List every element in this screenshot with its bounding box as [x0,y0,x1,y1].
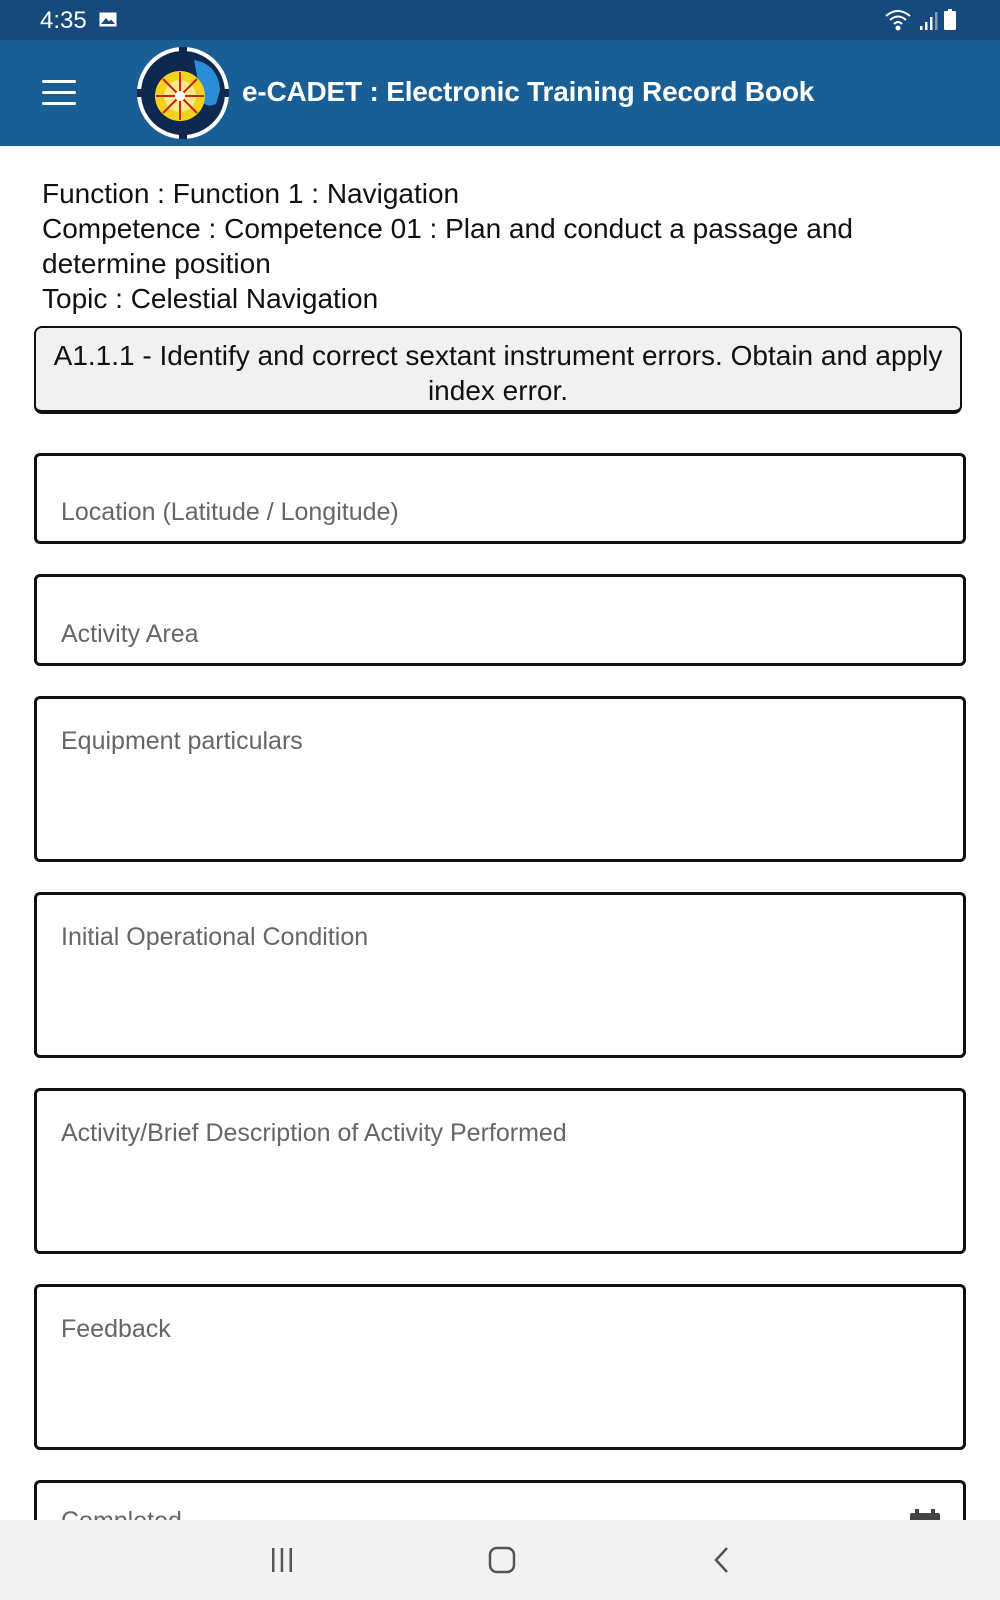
equipment-input[interactable] [37,699,963,859]
initial-condition-input[interactable] [37,895,963,1055]
back-icon [712,1546,732,1574]
image-notification-icon [99,12,117,27]
activity-description-input[interactable] [37,1091,963,1251]
function-label: Function : Function 1 : Navigation [42,178,460,209]
battery-icon [944,9,956,30]
activity-area-input[interactable] [37,577,963,663]
equipment-field[interactable] [34,696,966,862]
app-bar [0,40,1000,146]
recent-apps-icon [269,1547,295,1573]
location-field[interactable] [34,453,966,544]
status-bar [0,0,1000,40]
app-title: e-CADET : Electronic Training Record Book [242,76,815,107]
status-icons [884,8,962,32]
home-icon [488,1546,516,1574]
competence-label: Competence : Competence 01 : Plan and conduct a passage and determine position [42,213,853,279]
initial-condition-field[interactable] [34,892,966,1058]
signal-icon [920,12,938,30]
record-info [42,176,962,316]
home-button[interactable] [462,1520,542,1600]
activity-area-field[interactable] [34,574,966,666]
back-button[interactable] [682,1520,762,1600]
wifi-icon [886,11,910,30]
menu-icon[interactable] [42,80,76,106]
location-input[interactable] [37,456,963,541]
task-description: A1.1.1 - Identify and correct sextant instrument errors. Obtain and apply index error. [34,326,962,414]
status-time: 4:35 [40,7,87,34]
topic-label: Topic : Celestial Navigation [42,283,379,314]
recent-apps-button[interactable] [242,1520,322,1600]
activity-description-field[interactable] [34,1088,966,1254]
feedback-field[interactable] [34,1284,966,1450]
app-logo [136,46,230,140]
feedback-input[interactable] [37,1287,963,1447]
system-nav-bar [0,1520,1000,1600]
